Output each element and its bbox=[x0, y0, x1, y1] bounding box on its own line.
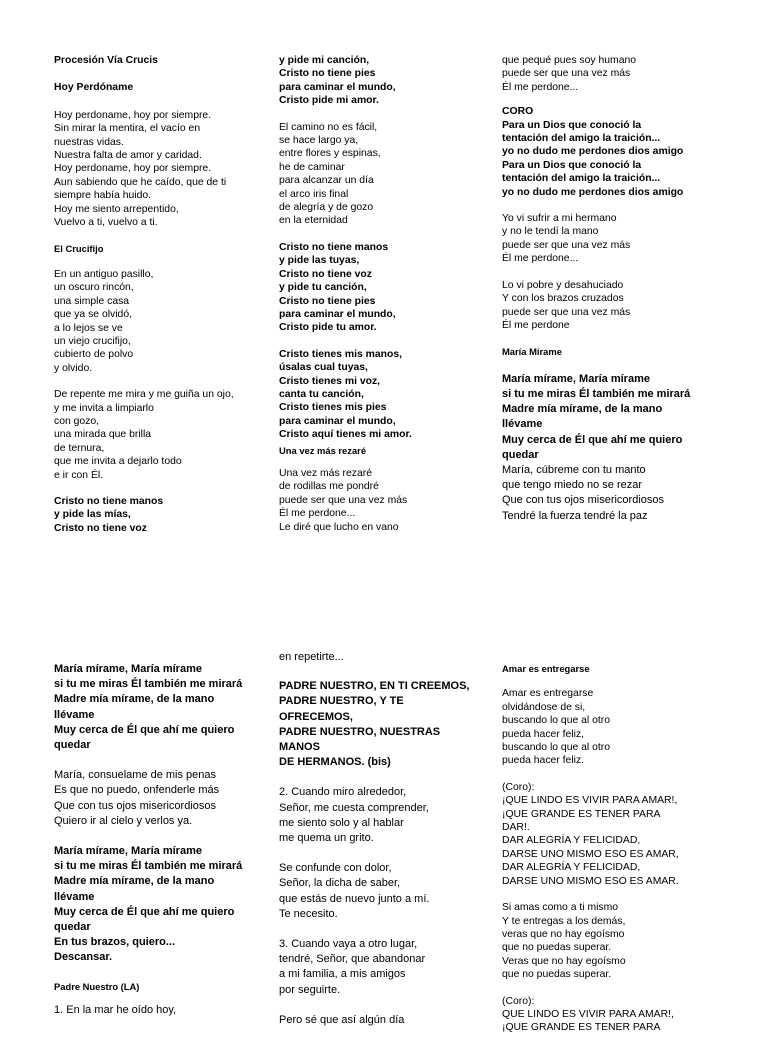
song-verse: en repetirte... bbox=[279, 651, 344, 663]
song-title: Hoy Perdóname bbox=[54, 82, 134, 94]
song-title: María Mírame bbox=[502, 346, 562, 358]
song-chorus: Cristo no tiene manos y pide las mías, Cristo no tiene voz bbox=[54, 495, 164, 534]
song-verse: 1. En la mar he oído hoy, bbox=[54, 1004, 177, 1017]
song-verse: Amar es entregarse olvidándose de si, buscando lo que al otro pueda hacer feliz, buscando lo que al otro pueda hacer feliz. bbox=[502, 688, 611, 767]
column-2 bbox=[279, 54, 494, 547]
song-chorus: María mírame, María mírame si tu me miras Él también me mirará Madre mía mírame, de la mano llévame Muy cerca de Él que ahí me quiero quedar bbox=[502, 372, 691, 461]
song-chorus: Cristo no tiene manos y pide las tuyas, Cristo no tiene voz y pide tu canción, Cristo no tiene pies para caminar el mundo, Cristo pide tu amor. bbox=[279, 241, 396, 334]
song-verse: Lo vi pobre y desahuciado Y con los brazos cruzados puede ser que una vez más Él me perdone bbox=[502, 279, 631, 331]
song-title: Amar es entregarse bbox=[502, 663, 590, 674]
page-top bbox=[0, 54, 768, 554]
song-title: El Crucifijo bbox=[54, 243, 104, 255]
song-verse: María, consuelame de mis penas Es que no puedo, onfenderle más Que con tus ojos misericordiosos Quiero ir al cielo y verlos ya. bbox=[54, 769, 220, 827]
song-chorus: Para un Dios que conoció la tentación del amigo la traición... yo no dudo me perdones dios amigo Para un Dios que conoció la tentación del amigo la traición... yo no dudo me perdones dios amigo bbox=[502, 119, 684, 198]
song-verse: que pequé pues soy humano puede ser que una vez más Él me perdone... bbox=[502, 55, 637, 93]
song-title: Padre Nuestro (LA) bbox=[54, 980, 140, 992]
column-2 bbox=[279, 650, 494, 1041]
document-title: Procesión Vía Crucis bbox=[54, 55, 158, 66]
song-chorus: María mírame, María mírame si tu me miras Él también me mirará Madre mía mírame, de la mano llévame Muy cerca de Él que ahí me quiero quedar bbox=[54, 663, 243, 752]
song-verse: María, cúbreme con tu manto que tengo miedo no se rezar Que con tus ojos misericordiosos Tendré la fuerza tendré la paz bbox=[502, 463, 665, 522]
song-chorus: (Coro): ¡QUE LINDO ES VIVIR PARA AMAR!, ¡QUE GRANDE ES TENER PARA DAR!. DAR ALEGRÍA Y FELICIDAD, DARSE UNO MISMO ESO ES AMAR, DAR ALEGRÍA Y FELICIDAD, DARSE UNO MISMO ESO ES AMAR. bbox=[502, 781, 679, 887]
column-3 bbox=[502, 662, 732, 1048]
song-verse: El camino no es fácil, se hace largo ya, entre flores y espinas, he de caminar para alcanzar un día el arco iris final de alegría y de gozo en la eternidad bbox=[279, 121, 381, 227]
song-verse: De repente me mira y me guiña un ojo, y me invita a limpiarlo con gozo, una mirada que brilla de ternura, que me invita a dejarlo todo e ir con Él. bbox=[54, 389, 234, 481]
song-verse: 2. Cuando miro alrededor, Señor, me cuesta comprender, me siento solo y al hablar me quema un grito. bbox=[279, 786, 429, 845]
song-chorus: PADRE NUESTRO, EN TI CREEMOS, PADRE NUESTRO, Y TE OFRECEMOS, PADRE NUESTRO, NUESTRAS MANOS DE HERMANOS. (bis) bbox=[279, 680, 470, 769]
column-3 bbox=[502, 54, 732, 537]
song-verse: 3. Cuando vaya a otro lugar, tendré, Señor, que abandonar a mi familia, a mis amigos por seguirte. bbox=[279, 938, 426, 996]
column-1 bbox=[54, 54, 269, 548]
song-verse: Hoy perdoname, hoy por siempre. Sin mirar la mentira, el vacío en nuestras vidas. Nuestra falta de amor y caridad. Hoy perdoname, hoy por siempre. Aun sabiendo que he caído, que de ti siempre había huido. Hoy me siento arrepentido, Vuelvo a ti, vuelvo a ti. bbox=[54, 109, 227, 229]
song-verse: Si amas como a ti mismo Y te entregas a los demás, veras que no hay egoísmo que no puedas superar. Veras que no hay egoísmo que no puedas superar. bbox=[502, 902, 626, 981]
song-chorus: (Coro): QUE LINDO ES VIVIR PARA AMAR!, ¡QUE GRANDE ES TENER PARA bbox=[502, 995, 674, 1034]
column-1 bbox=[54, 662, 269, 1031]
song-verse: Se confunde con dolor, Señor, la dicha de saber, que estás de nuevo junto a mí. Te necesito. bbox=[279, 862, 430, 920]
song-verse: Una vez más rezaré de rodillas me pondré puede ser que una vez más Él me perdone... Le diré que lucho en vano bbox=[279, 467, 408, 533]
song-chorus: Cristo tienes mis manos, úsalas cual tuyas, Cristo tienes mi voz, canta tu canción, Cristo tienes mis pies para caminar el mundo, Cristo aquí tienes mi amor. bbox=[279, 348, 412, 441]
song-title: Una vez más rezaré bbox=[279, 444, 367, 456]
song-chorus: María mírame, María mírame si tu me miras Él también me mirará Madre mía mírame, de la mano llévame Muy cerca de Él que ahí me quiero quedar En tus brazos, quiero... Descansar. bbox=[54, 845, 243, 964]
song-verse: Pero sé que así algún día bbox=[279, 1013, 405, 1026]
song-chorus: y pide mi canción, Cristo no tiene pies para caminar el mundo, Cristo pide mi amor. bbox=[279, 55, 396, 107]
song-verse: En un antiguo pasillo, un oscuro rincón, una simple casa que ya se olvidó, a lo lejos se ve un viejo crucifijo, cubierto de polvo y olvido. bbox=[54, 268, 154, 374]
page-bottom bbox=[0, 650, 768, 1034]
chorus-label: CORO bbox=[502, 106, 534, 118]
song-verse: Yo vi sufrir a mi hermano y no le tendí la mano puede ser que una vez más Él me perdone... bbox=[502, 213, 631, 265]
